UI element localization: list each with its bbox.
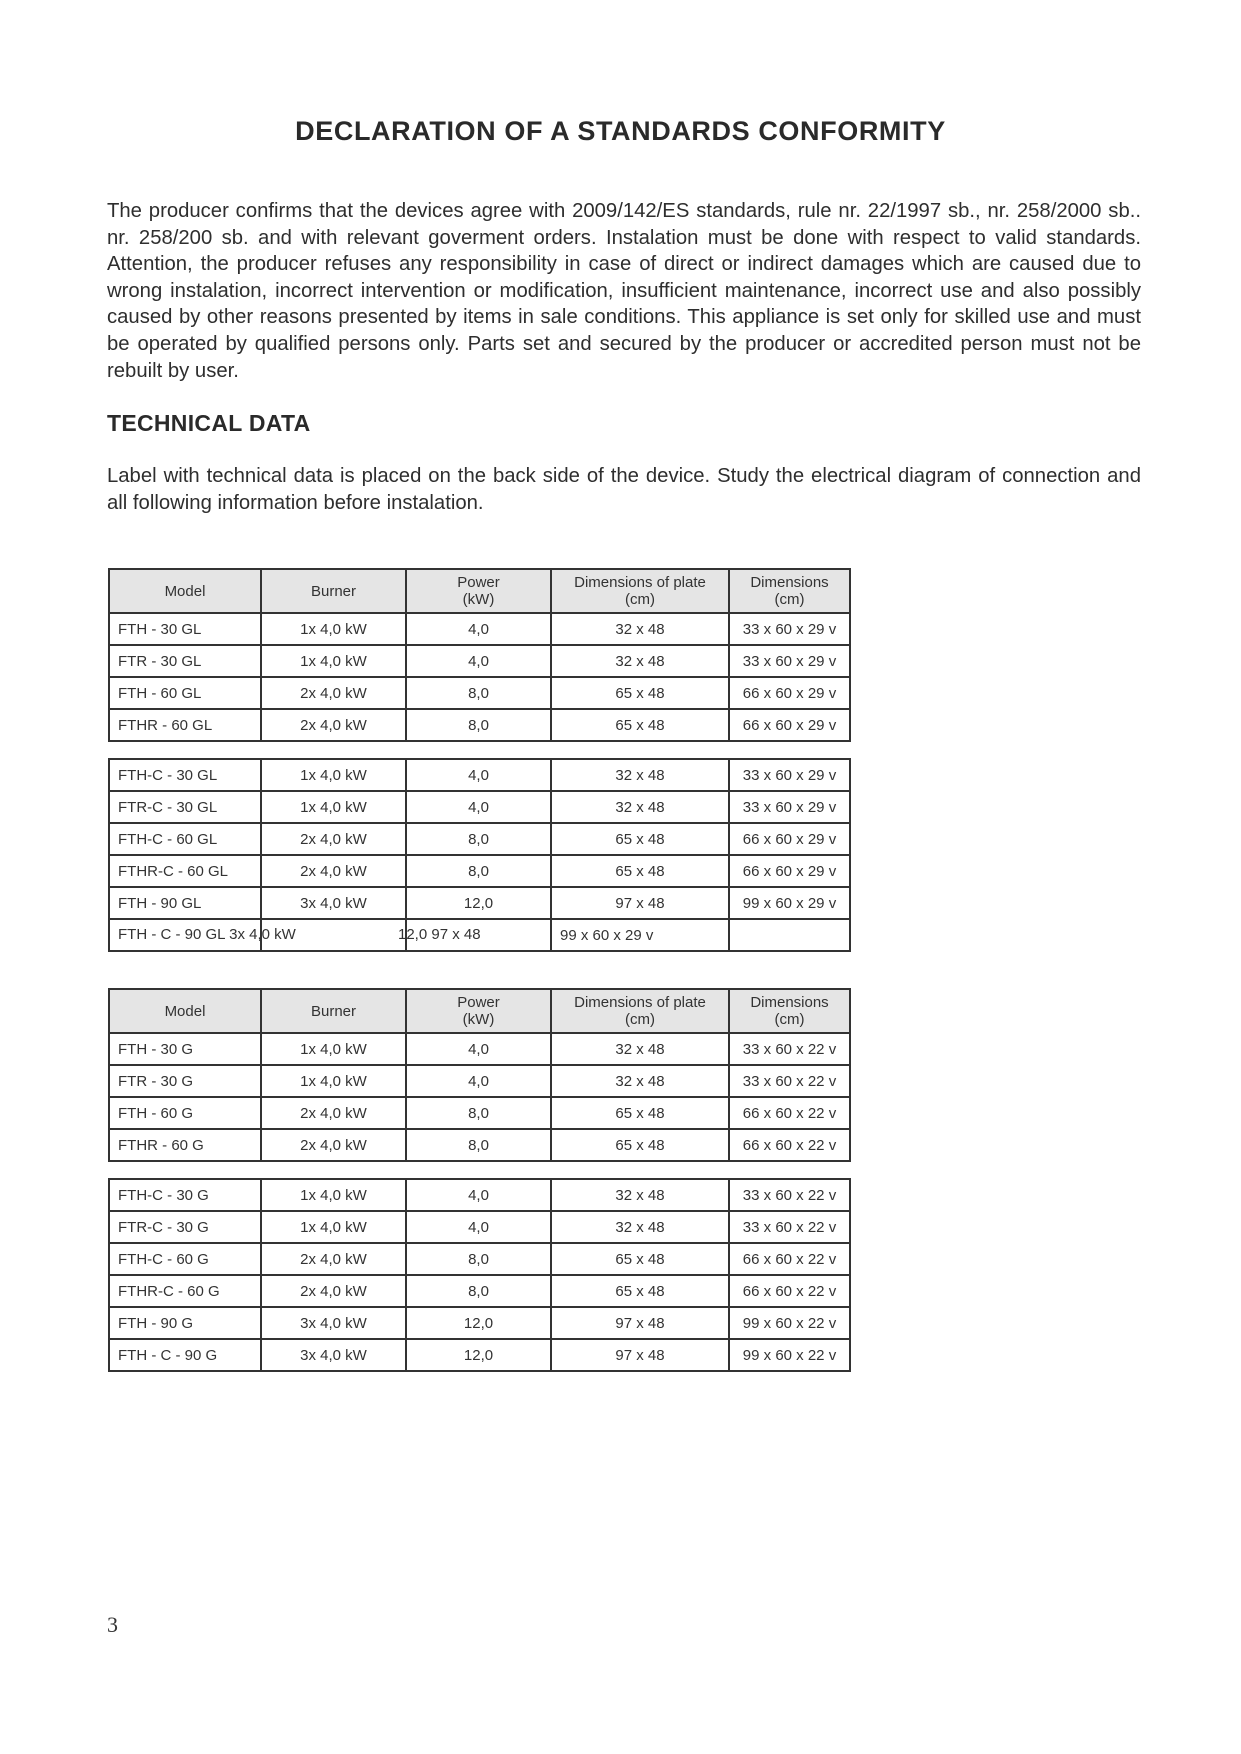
table-row: [109, 887, 850, 919]
technical-data-heading: TECHNICAL DATA: [107, 410, 311, 436]
cell-dimensions: 33 x 60 x 22 v: [729, 1179, 850, 1211]
header-plate-dimensions: Dimensions of plate (cm): [551, 989, 729, 1033]
header-dimensions: Dimensions (cm): [729, 989, 850, 1033]
cell-burner: 1x 4,0 kW: [261, 1211, 406, 1243]
cell-model: FTHR - 60 GL: [109, 709, 261, 741]
cell-plate: 65 x 48: [551, 1243, 729, 1275]
cell-model: FTH-C - 30 GL: [109, 759, 261, 791]
cell-model: FTH-C - 30 G: [109, 1179, 261, 1211]
cell-burner: 3x 4,0 kW: [261, 1307, 406, 1339]
table-row: [109, 1211, 850, 1243]
cell-plate: 32 x 48: [551, 1065, 729, 1097]
cell-burner: 2x 4,0 kW: [261, 1097, 406, 1129]
cell-dimensions: 66 x 60 x 22 v: [729, 1129, 850, 1161]
header-model: Model: [109, 989, 261, 1033]
cell-plate: 65 x 48: [551, 677, 729, 709]
table-row: [109, 1065, 850, 1097]
cell-dimensions: 66 x 60 x 22 v: [729, 1243, 850, 1275]
cell-dimensions: 33 x 60 x 29 v: [729, 645, 850, 677]
cell-burner: 2x 4,0 kW: [261, 1275, 406, 1307]
cell-model: FTHR - 60 G: [109, 1129, 261, 1161]
cell-burner: 1x 4,0 kW: [261, 613, 406, 645]
table-row: [109, 759, 850, 791]
cell-dimensions: 33 x 60 x 29 v: [729, 613, 850, 645]
cell-power: 8,0: [406, 1129, 551, 1161]
cell-burner: 1x 4,0 kW: [261, 791, 406, 823]
cell-power: 4,0: [406, 759, 551, 791]
g-models-table-bottom: [108, 1178, 851, 1372]
cell-plate: 97 x 48: [551, 887, 729, 919]
cell-plate: 32 x 48: [551, 1211, 729, 1243]
cell-dimensions: 99 x 60 x 22 v: [729, 1339, 850, 1371]
header-burner: Burner: [261, 569, 406, 613]
table-row: [109, 613, 850, 645]
cell-power: 4,0: [406, 1179, 551, 1211]
cell-plate: 65 x 48: [551, 823, 729, 855]
g-models-table-top: [108, 988, 851, 1162]
cell-burner: 2x 4,0 kW: [261, 855, 406, 887]
declaration-paragraph: The producer confirms that the devices agree with 2009/142/ES standards, rule nr. 22/1997 sb., nr. 258/2000 sb.. nr. 258/200 sb. and with relevant goverment orders. Instalation must be done with respect to valid standards. Attention, the producer refuses any responsibility in case of direct or indirect damages which are caused due to wrong instalation, incorrect intervention or modification, insufficient maintenance, incorrect use and also possibly caused by other reasons presented by items in sale conditions. This appliance is set only for skilled use and must be operated by qualified persons only. Parts set and secured by the producer or accredited person must not be rebuilt by user.: [107, 200, 1141, 382]
table-row: [109, 709, 850, 741]
cell-plate: 32 x 48: [551, 1033, 729, 1065]
cell-power: 4,0: [406, 613, 551, 645]
table-row: [109, 677, 850, 709]
table-row: [109, 855, 850, 887]
cell-dimensions: 33 x 60 x 29 v: [729, 791, 850, 823]
cell-dimensions: 66 x 60 x 29 v: [729, 823, 850, 855]
header-power: Power (kW): [406, 569, 551, 613]
cell-plate: 65 x 48: [551, 1275, 729, 1307]
cell-dimensions: 66 x 60 x 29 v: [729, 855, 850, 887]
cell-plate: 32 x 48: [551, 759, 729, 791]
cell-dimensions: 33 x 60 x 29 v: [729, 759, 850, 791]
cell-plate: 65 x 48: [551, 1097, 729, 1129]
cell-plate: 65 x 48: [551, 855, 729, 887]
cell-power: 8,0: [406, 855, 551, 887]
cell-model: FTR - 30 GL: [109, 645, 261, 677]
cell-model: FTR-C - 30 G: [109, 1211, 261, 1243]
cell-model: FTH - 60 GL: [109, 677, 261, 709]
cell-dimensions: 66 x 60 x 29 v: [729, 709, 850, 741]
cell-burner: 1x 4,0 kW: [261, 1179, 406, 1211]
cell-power: 8,0: [406, 1275, 551, 1307]
cell-dimensions: 66 x 60 x 22 v: [729, 1275, 850, 1307]
cell-burner: 1x 4,0 kW: [261, 1065, 406, 1097]
table-row: [109, 1179, 850, 1211]
gl-models-table-top: [108, 568, 851, 742]
table-row: [109, 1129, 850, 1161]
cell-burner: 2x 4,0 kW: [261, 1243, 406, 1275]
cell-power: 12,0: [406, 1339, 551, 1371]
cell-plate: 99 x 60 x 29 v: [551, 919, 729, 951]
header-dimensions: Dimensions (cm): [729, 569, 850, 613]
cell-model: FTH - 90 GL: [109, 887, 261, 919]
cell-model: FTHR-C - 60 G: [109, 1275, 261, 1307]
cell-dimensions: 33 x 60 x 22 v: [729, 1033, 850, 1065]
cell-plate: 97 x 48: [551, 1307, 729, 1339]
table-header-row: [109, 569, 850, 613]
cell-burner: 2x 4,0 kW: [261, 1129, 406, 1161]
cell-model: FTH - 60 G: [109, 1097, 261, 1129]
cell-model: FTH-C - 60 G: [109, 1243, 261, 1275]
table-row: [109, 919, 850, 951]
table-row: [109, 1097, 850, 1129]
cell-model: FTR-C - 30 GL: [109, 791, 261, 823]
cell-model: FTH - C - 90 GL 3x 4,0 kW: [109, 919, 261, 951]
technical-intro-paragraph: Label with technical data is placed on the back side of the device. Study the electrical diagram of connection and all following information before instalation.: [107, 465, 1141, 514]
gl-models-table-bottom: [108, 758, 851, 952]
table-header-row: [109, 989, 850, 1033]
cell-burner: 2x 4,0 kW: [261, 677, 406, 709]
cell-plate: 65 x 48: [551, 709, 729, 741]
header-plate-dimensions: Dimensions of plate (cm): [551, 569, 729, 613]
header-power: Power (kW): [406, 989, 551, 1033]
table-row: [109, 645, 850, 677]
cell-model: FTH - 90 G: [109, 1307, 261, 1339]
cell-power: 8,0: [406, 677, 551, 709]
table-row: [109, 791, 850, 823]
header-burner: Burner: [261, 989, 406, 1033]
cell-model: FTHR-C - 60 GL: [109, 855, 261, 887]
cell-power: 4,0: [406, 1033, 551, 1065]
cell-plate: 32 x 48: [551, 1179, 729, 1211]
cell-burner: 1x 4,0 kW: [261, 645, 406, 677]
table-row: [109, 1339, 850, 1371]
cell-dimensions: 99 x 60 x 29 v: [729, 887, 850, 919]
cell-power: 4,0: [406, 1211, 551, 1243]
cell-power: 4,0: [406, 1065, 551, 1097]
cell-dimensions: 66 x 60 x 29 v: [729, 677, 850, 709]
cell-power: 8,0: [406, 1097, 551, 1129]
cell-power: 8,0: [406, 709, 551, 741]
cell-dimensions: 33 x 60 x 22 v: [729, 1211, 850, 1243]
cell-dimensions: 33 x 60 x 22 v: [729, 1065, 850, 1097]
cell-burner: 3x 4,0 kW: [261, 887, 406, 919]
header-model: Model: [109, 569, 261, 613]
cell-burner: 2x 4,0 kW: [261, 709, 406, 741]
cell-power: 4,0: [406, 645, 551, 677]
cell-plate: 32 x 48: [551, 791, 729, 823]
cell-power: 8,0: [406, 823, 551, 855]
cell-burner: 1x 4,0 kW: [261, 1033, 406, 1065]
cell-model: FTH - C - 90 G: [109, 1339, 261, 1371]
page-title: DECLARATION OF A STANDARDS CONFORMITY: [295, 116, 946, 146]
cell-burner: 1x 4,0 kW: [261, 759, 406, 791]
cell-plate: 65 x 48: [551, 1129, 729, 1161]
cell-power: 8,0: [406, 1243, 551, 1275]
table-row: [109, 1275, 850, 1307]
table-row: [109, 1307, 850, 1339]
cell-plate: 97 x 48: [551, 1339, 729, 1371]
cell-model: FTR - 30 G: [109, 1065, 261, 1097]
cell-power: 12,0: [406, 887, 551, 919]
cell-model: FTH-C - 60 GL: [109, 823, 261, 855]
cell-power: 4,0: [406, 791, 551, 823]
cell-burner: 3x 4,0 kW: [261, 1339, 406, 1371]
table-row: [109, 1033, 850, 1065]
table-row: [109, 823, 850, 855]
cell-dimensions: 66 x 60 x 22 v: [729, 1097, 850, 1129]
cell-plate: 32 x 48: [551, 613, 729, 645]
cell-dimensions: 99 x 60 x 22 v: [729, 1307, 850, 1339]
cell-model: FTH - 30 GL: [109, 613, 261, 645]
cell-dimensions: [729, 919, 850, 951]
cell-burner: 12,0 97 x 48: [261, 919, 406, 951]
page-number: 3: [107, 1612, 118, 1637]
table-row: [109, 1243, 850, 1275]
cell-model: FTH - 30 G: [109, 1033, 261, 1065]
cell-plate: 32 x 48: [551, 645, 729, 677]
cell-power: 12,0: [406, 1307, 551, 1339]
cell-burner: 2x 4,0 kW: [261, 823, 406, 855]
